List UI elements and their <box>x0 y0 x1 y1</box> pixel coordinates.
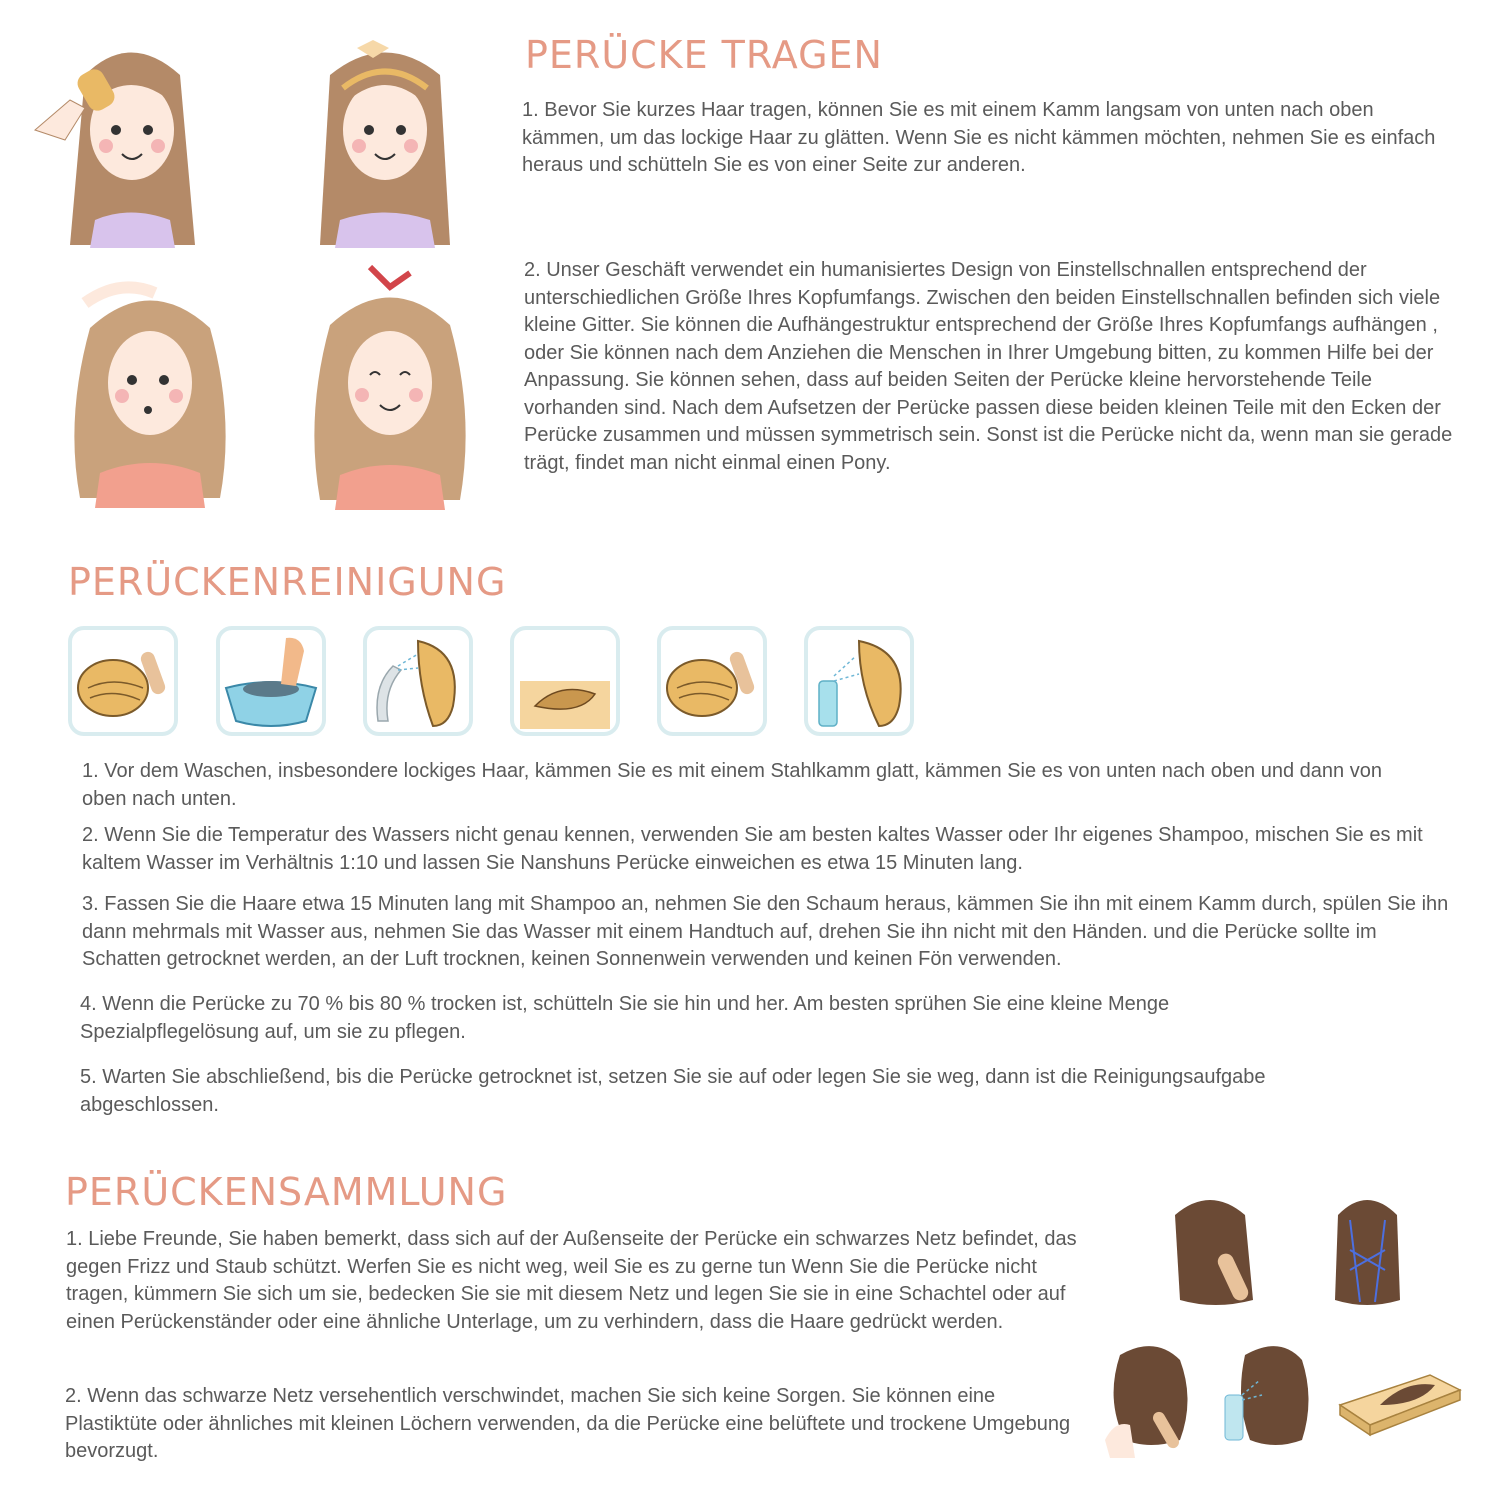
girl-adjusting-wig-illustration <box>60 268 240 513</box>
step-icon-rinse <box>363 626 473 736</box>
storage-paragraph-2: 2. Wenn das schwarze Netz versehentlich verschwindet, machen Sie sich keine Sorgen. Sie können eine Plastiktüte oder ähnliches mit kleinen Löchern verwenden, da die Perücke eine belüftete und trockene Umgebung bevorzugt. <box>65 1385 1071 1462</box>
storage-paragraph-1: 1. Liebe Freunde, Sie haben bemerkt, dass sich auf der Außenseite der Perücke ein schwarzes Netz befindet, das gegen Frizz und Staub schützt. Werfen Sie es nicht weg, weil Sie es zu gerne tun Wenn Sie die Perücke nicht tragen, kümmern Sie sich um sie, bedecken Sie sie mit diesem Netz und legen Sie sie in eine Schachtel oder auf einen Perückenständer oder eine ähnliche Unterlage, um zu verhindern, dass die Haare gedrückt werden. <box>66 1228 1077 1333</box>
wear-paragraph-2: 2. Unser Geschäft verwendet ein humanisiertes Design von Einstellschnallen entsprechend der unterschiedlichen Größe Ihres Kopfumfangs. Zwischen den beiden Einstellschnallen befinden sich viele kleine Gitter. Sie können die Aufhängestruktur entsprechend der Größe Ihres Kopfumfangs aufhängen , oder Sie können nach dem Anziehen die Menschen in Ihrer Umgebung bitten, zu kommen Hilfe bei der Anpassung. Sie können sehen, dass auf beiden Seiten der Perücke kleine hervorstehende Teile vorhanden sind. Nach dem Aufsetzen der Perücke passen diese beiden kleinen Teile mit den Ecken der Perücke zusammen und müssen symmetrisch sein. Sonst ist die Perücke nicht da, wenn man sie gerade trägt, findet man nicht einmal einen Pony. <box>524 259 1453 474</box>
step-icon-comb <box>68 626 178 736</box>
step-icon-spray-care <box>804 626 914 736</box>
step-icon-towel-dry <box>510 626 620 736</box>
girl-with-ribbon-illustration <box>300 265 480 515</box>
wavy-wig-comb-illustration <box>1100 1340 1195 1460</box>
cleaning-step-3: 3. Fassen Sie die Haare etwa 15 Minuten lang mit Shampoo an, nehmen Sie den Schaum heraus, kämmen Sie ihn mit einem Kamm durch, spülen Sie ihn dann mehrmals mit Wasser aus, nehmen Sie das Wasser mit einem Handtuch auf, drehen Sie ihn nicht mit den Händen. und die Perücke sollte im Schatten getrocknet werden, an der Luft trocknen, keinen Sonnenwein verwenden und keinen Fön verwenden. <box>82 893 1449 970</box>
wear-paragraph-1: 1. Bevor Sie kurzes Haar tragen, können Sie es mit einem Kamm langsam von unten nach oben kämmen, um das lockige Haar zu glätten. Wenn Sie es nicht kämmen möchten, nehmen Sie es einfach heraus und schütteln Sie es von einer Seite zur anderen. <box>522 99 1436 176</box>
cleaning-step-1: 1. Vor dem Waschen, insbesondere lockiges Haar, kämmen Sie es mit einem Stahlkamm glatt, kämmen Sie es von unten nach oben und dann von oben nach unten. <box>82 760 1382 810</box>
wig-comb-illustration <box>1165 1190 1265 1315</box>
wavy-wig-spray-illustration <box>1220 1340 1310 1460</box>
step-icon-comb-dry <box>657 626 767 736</box>
wig-in-box-illustration <box>1335 1360 1465 1440</box>
cleaning-step-5: 5. Warten Sie abschließend, bis die Perücke getrocknet ist, setzen Sie sie auf oder legen Sie sie weg, dann ist die Reinigungsaufgabe abgeschlossen. <box>80 1066 1266 1116</box>
section-heading-cleaning: PERÜCKENREINIGUNG <box>68 560 507 604</box>
wig-net-illustration <box>1330 1190 1405 1315</box>
cleaning-step-2: 2. Wenn Sie die Temperatur des Wassers nicht genau kennen, verwenden Sie am besten kaltes Wasser oder Ihr eigenes Shampoo, mischen Sie es mit kaltem Wasser im Verhältnis 1:10 und lassen Sie Nanshuns Perücke einweichen es etwa 15 Minuten lang. <box>82 824 1423 874</box>
section-heading-storage: PERÜCKENSAMMLUNG <box>65 1170 508 1214</box>
girl-with-headband-illustration <box>295 30 475 255</box>
section-heading-wear: PERÜCKE TRAGEN <box>525 33 883 77</box>
cleaning-step-4: 4. Wenn die Perücke zu 70 % bis 80 % trocken ist, schütteln Sie sie hin und her. Am besten sprühen Sie eine kleine Menge Spezialpflegelösung auf, um sie zu pflegen. <box>80 993 1170 1043</box>
step-icon-water-bowl <box>216 626 326 736</box>
girl-brushing-hair-illustration <box>30 30 230 255</box>
